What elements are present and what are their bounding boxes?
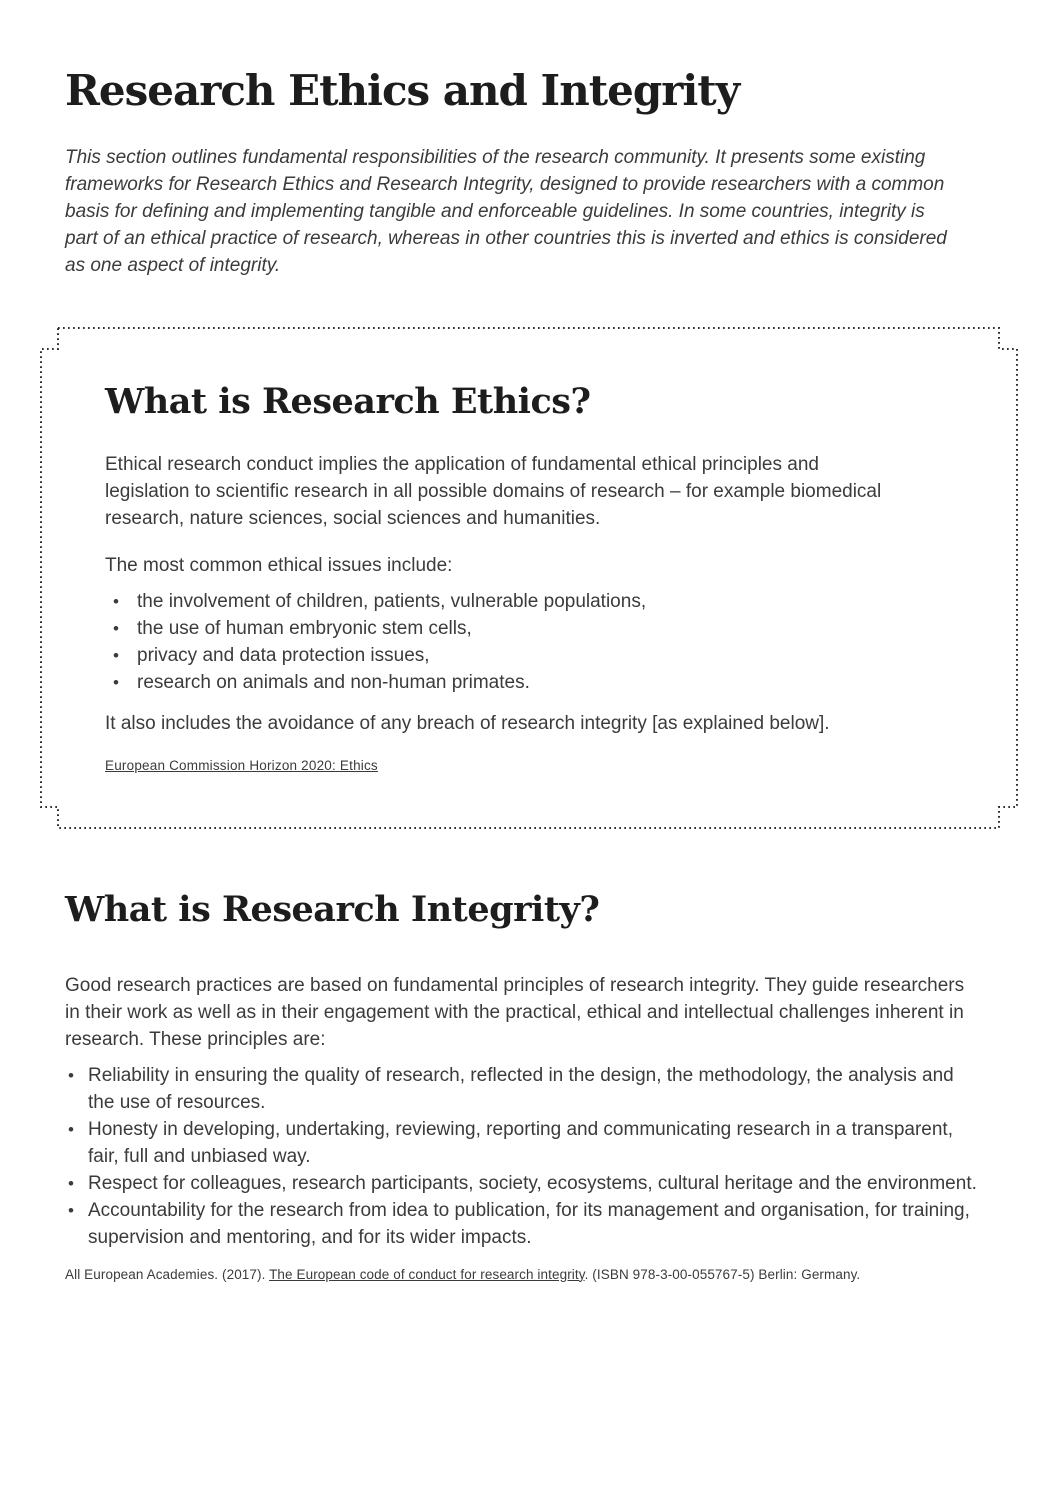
list-item-text: the involvement of children, patients, vulnerable populations, <box>137 590 647 612</box>
bullet-icon: • <box>68 1200 74 1220</box>
bullet-icon: • <box>113 591 119 611</box>
list-item <box>65 1197 980 1251</box>
list-item-text: Reliability in ensuring the quality of research, reflected in the design, the methodology, the analysis and the use of resources. <box>88 1064 954 1113</box>
list-item <box>105 588 923 615</box>
page-title: Research Ethics and Integrity <box>65 66 740 115</box>
ethics-issues-list <box>105 588 923 696</box>
code-of-conduct-link[interactable]: The European code of conduct for research integrity <box>269 1266 585 1282</box>
list-item <box>105 642 923 669</box>
list-item-text: Respect for colleagues, research participants, society, ecosystems, cultural heritage and the environment. <box>88 1172 977 1194</box>
integrity-heading: What is Research Integrity? <box>65 889 600 930</box>
list-item-text: Accountability for the research from idea to publication, for its management and organisation, for training, supervision and mentoring, and for its wider impacts. <box>88 1199 970 1248</box>
citation-line <box>65 1266 993 1284</box>
citation-prefix: All European Academies. (2017). <box>65 1266 270 1282</box>
ethics-list-intro: The most common ethical issues include: <box>105 554 453 576</box>
integrity-principles-list <box>65 1062 980 1251</box>
bullet-icon: • <box>68 1173 74 1193</box>
intro-paragraph: This section outlines fundamental responsibilities of the research community. It presents some existing frameworks for Research Ethics and Research Integrity, designed to provide researchers with a common basis for defining and implementing tangible and enforceable guidelines. In some countries, integrity is part of an ethical practice of research, whereas in other countries this is inverted and ethics is considered as one aspect of integrity. <box>65 147 947 276</box>
ethics-paragraph: Ethical research conduct implies the application of fundamental ethical principles and legislation to scientific research in all possible domains of research – for example biomedical research, nature sciences, social sciences and humanities. <box>105 453 882 529</box>
list-item <box>65 1170 980 1197</box>
bullet-icon: • <box>68 1065 74 1085</box>
ethics-heading: What is Research Ethics? <box>105 381 591 422</box>
bullet-icon: • <box>68 1119 74 1139</box>
integrity-section <box>65 891 993 1284</box>
ethics-note: It also includes the avoidance of any breach of research integrity [as explained below]. <box>105 712 830 734</box>
bullet-icon: • <box>113 672 119 692</box>
list-item-text: research on animals and non-human primates. <box>137 671 530 693</box>
list-item <box>105 615 923 642</box>
list-item <box>65 1062 980 1116</box>
horizon-2020-ethics-link[interactable]: European Commission Horizon 2020: Ethics <box>105 757 378 773</box>
list-item-text: privacy and data protection issues, <box>137 644 430 666</box>
list-item-text: the use of human embryonic stem cells, <box>137 617 472 639</box>
list-item-text: Honesty in developing, undertaking, reviewing, reporting and communicating research in a transparent, fair, full and unbiased way. <box>88 1118 953 1167</box>
integrity-paragraph: Good research practices are based on fundamental principles of research integrity. They guide researchers in their work as well as in their engagement with the practical, ethical and intellectual challenges inherent in research. These principles are: <box>65 974 965 1050</box>
list-item <box>105 669 923 696</box>
bullet-icon: • <box>113 618 119 638</box>
list-item <box>65 1116 980 1170</box>
ethics-callout-box <box>40 327 1018 829</box>
citation-suffix: . (ISBN 978-3-00-055767-5) Berlin: Germany. <box>584 1266 861 1282</box>
bullet-icon: • <box>113 645 119 665</box>
ethics-box-content <box>40 327 1018 775</box>
